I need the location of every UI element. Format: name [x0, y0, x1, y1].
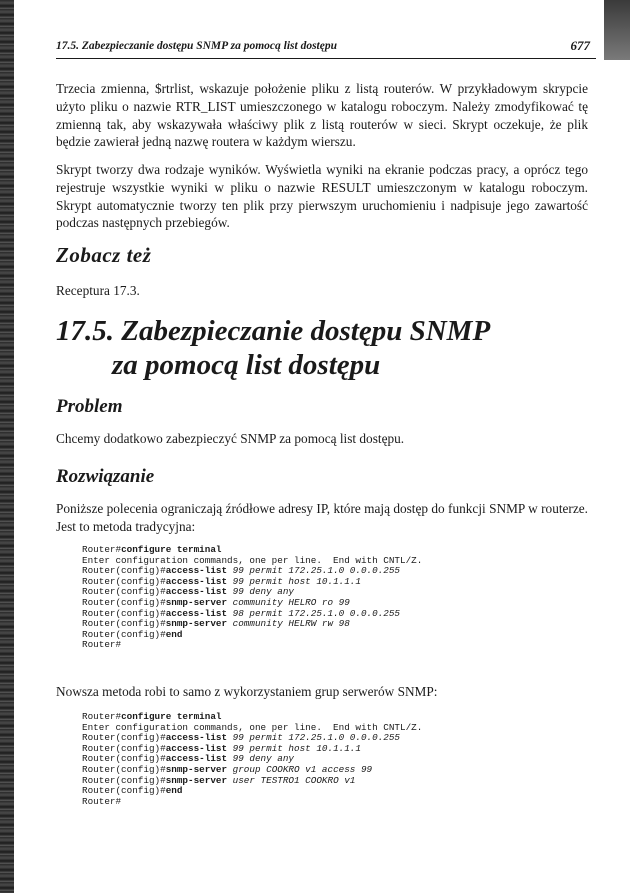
heading-problem: Problem: [56, 396, 123, 417]
code-line: [82, 743, 361, 754]
problem-text: Chcemy dodatkowo zabezpieczyć SNMP za pomocą list dostępu.: [56, 431, 405, 446]
code-arguments: 99 permit 172.25.1.0 0.0.0.255: [227, 732, 401, 744]
chapter-heading: [56, 314, 490, 382]
heading-see-also: Zobacz też: [56, 243, 152, 267]
code-command: access-list: [165, 607, 228, 619]
heading-solution: Rozwiązanie: [56, 466, 155, 487]
code-prompt: Enter configuration commands, one per line. End with CNTL/Z.: [82, 721, 423, 733]
code-command: end: [165, 628, 183, 640]
code-arguments: 99 permit host 10.1.1.1: [227, 742, 361, 754]
code-prompt: Router(config)#: [82, 565, 166, 577]
paragraph-results: Skrypt tworzy dwa rodzaje wyników. Wyświetla wyniki na ekranie podczas pracy, a oprócz tego rejestruje wszystkie wyniki w pliku o nazwie RESULT umieszczonym w katalogu roboczym. Skrypt automatycznie tworzy ten plik przy pierwszym uruchomieniu i nadpisuje jego zawartość podczas następnych przebiegów.: [56, 162, 588, 231]
code-line: [82, 544, 222, 555]
code-line: [82, 775, 355, 786]
paragraph-rtrlist: Trzecia zmienna, $rtrlist, wskazuje położenie pliku z listą routerów. W przykładowym skrypcie użyto pliku o nazwie RTR_LIST umieszczonego w katalogu roboczym. Należy zmodyfikować tę zmienną tak, aby wskazywała właściwy plik z listą routerów w sieci. Skrypt oczekuje, że plik będzie zawierał jedną nazwę routera w każdym wierszu.: [56, 81, 588, 150]
code-prompt: Router#: [82, 795, 122, 807]
code-command: configure terminal: [121, 711, 222, 722]
code-command: access-list: [165, 565, 228, 577]
code-prompt: Router(config)#: [82, 763, 166, 775]
code-prompt: Router(config)#: [82, 774, 166, 786]
code-prompt: Router(config)#: [82, 753, 166, 765]
code-arguments: user TESTRO1 COOKRO v1: [227, 774, 356, 786]
code-command: end: [165, 785, 183, 797]
code-line: [82, 597, 350, 608]
code-arguments: community HELRO ro 99: [227, 596, 350, 608]
code-prompt: Router(config)#: [82, 732, 166, 744]
code-command: access-list: [165, 742, 228, 754]
code-line: [82, 629, 182, 640]
code-prompt: Router(config)#: [82, 785, 166, 797]
code-prompt: Router#: [82, 544, 122, 555]
code-command: access-list: [165, 732, 228, 744]
solution-intro: Poniższe polecenia ograniczają źródłowe adresy IP, które mają dostęp do funkcji SNMP w routerze. Jest to metoda tradycyjna:: [56, 501, 588, 534]
code-command: snmp-server: [165, 763, 228, 775]
code-line: [82, 785, 182, 796]
code-prompt: Router(config)#: [82, 575, 166, 587]
code-line: [82, 796, 121, 807]
code-arguments: 99 permit 172.25.1.0 0.0.0.255: [227, 565, 401, 577]
code-line: [82, 732, 400, 743]
code-command: snmp-server: [165, 596, 228, 608]
running-title: 17.5. Zabezpieczanie dostępu SNMP za pomocą list dostępu: [56, 40, 338, 52]
code-block-traditional: [82, 545, 422, 651]
code-arguments: 99 deny any: [227, 753, 295, 765]
code-line: [82, 618, 350, 629]
code-line: [82, 722, 422, 733]
code-prompt: Router#: [82, 639, 122, 651]
code-block-snmp-groups: [82, 712, 422, 807]
code-command: access-list: [165, 575, 228, 587]
see-also-reference: Receptura 17.3.: [56, 283, 140, 298]
code-prompt: Router#: [82, 711, 122, 722]
running-header: [56, 38, 596, 59]
code-line: [82, 753, 294, 764]
code-prompt: Router(config)#: [82, 586, 166, 598]
code-arguments: group COOKRO v1 access 99: [227, 763, 373, 775]
code-line: [82, 576, 361, 587]
code-line: [82, 565, 400, 576]
chapter-heading-line1: 17.5. Zabezpieczanie dostępu SNMP: [56, 315, 491, 347]
new-method-text: Nowsza metoda robi to samo z wykorzystaniem grup serwerów SNMP:: [56, 684, 438, 699]
code-arguments: 99 permit host 10.1.1.1: [227, 575, 361, 587]
code-command: access-list: [165, 586, 228, 598]
code-arguments: community HELRW rw 98: [227, 618, 350, 630]
page-number: 677: [570, 38, 590, 53]
scan-shadow-left: [0, 0, 14, 893]
code-command: snmp-server: [165, 618, 228, 630]
code-command: configure terminal: [121, 544, 222, 555]
code-arguments: 99 deny any: [227, 586, 295, 598]
code-prompt: Router(config)#: [82, 596, 166, 608]
code-line: [82, 764, 372, 775]
code-arguments: 98 permit 172.25.1.0 0.0.0.255: [227, 607, 401, 619]
code-prompt: Enter configuration commands, one per line. End with CNTL/Z.: [82, 554, 423, 566]
code-prompt: Router(config)#: [82, 618, 166, 630]
code-prompt: Router(config)#: [82, 607, 166, 619]
code-line: [82, 711, 222, 722]
code-prompt: Router(config)#: [82, 742, 166, 754]
code-prompt: Router(config)#: [82, 628, 166, 640]
scan-shadow-corner: [604, 0, 630, 60]
chapter-heading-line2: za pomocą list dostępu: [112, 349, 381, 381]
code-command: access-list: [165, 753, 228, 765]
code-line: [82, 586, 294, 597]
code-command: snmp-server: [165, 774, 228, 786]
code-line: [82, 608, 400, 619]
code-line: [82, 555, 422, 566]
code-line: [82, 639, 121, 650]
